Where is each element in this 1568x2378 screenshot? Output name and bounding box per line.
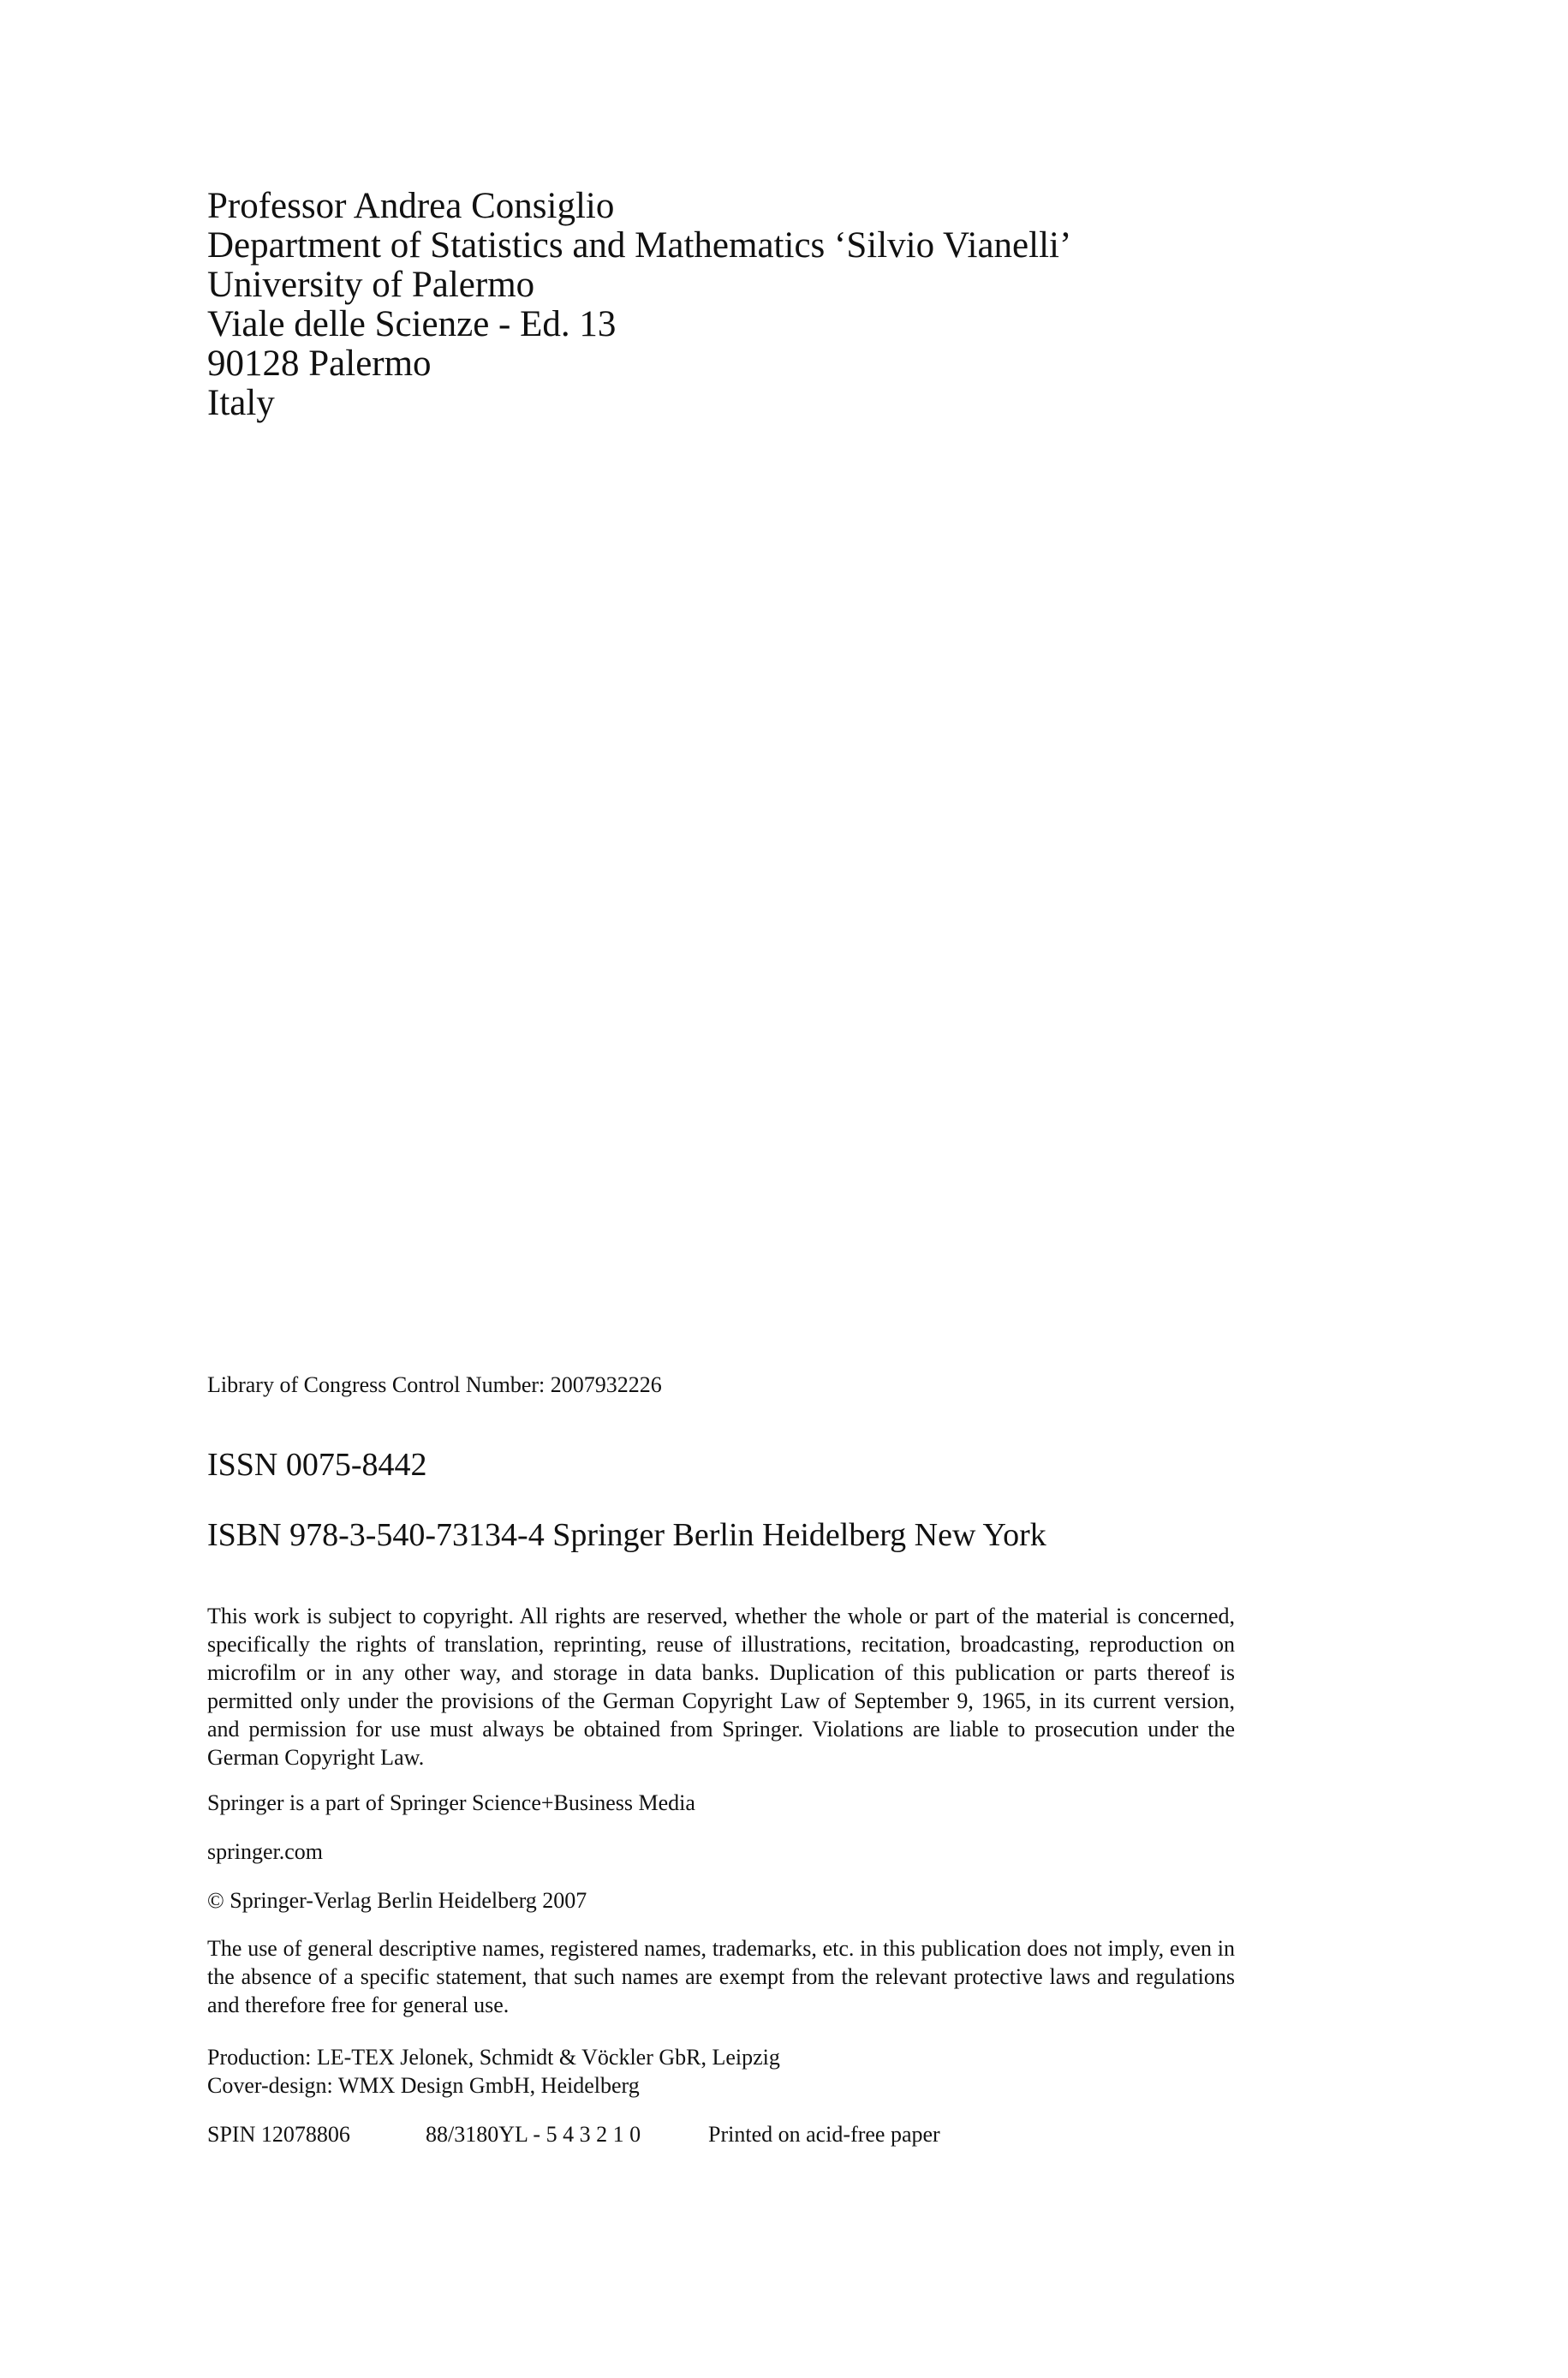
print-info-row: [207, 2120, 940, 2148]
springer-part-notice: Springer is a part of Springer Science+Business Media: [207, 1790, 695, 1815]
cover-design-credit: Cover-design: WMX Design GmbH, Heidelberg: [207, 2073, 640, 2098]
city: 90128 Palermo: [207, 344, 432, 384]
country: Italy: [207, 383, 275, 423]
production-credit: Production: LE-TEX Jelonek, Schmidt & Vöckler GbR, Leipzig: [207, 2045, 780, 2070]
lccn: Library of Congress Control Number: 2007932226: [207, 1372, 662, 1397]
street-address: Viale delle Scienze - Ed. 13: [207, 304, 617, 344]
author-address: [207, 187, 1071, 423]
trademark-usage-notice: The use of general descriptive names, registered names, trademarks, etc. in this publication does not imply, even in the absence of a specific statement, that such names are exempt from the relevant protective laws and regulations and therefore free for general use.: [207, 1936, 1235, 2017]
copyright-notice: This work is subject to copyright. All rights are reserved, whether the whole or part of the material is concerned, specifically the rights of translation, reprinting, reuse of illustrations, recitation, broadcasting, reproduction on microfilm or in any other way, and storage in data banks. Duplication of this publication or parts thereof is permitted only under the provisions of the German Copyright Law of September 9, 1965, in its current version, and permission for use must always be obtained from Springer. Violations are liable to prosecution under the German Copyright Law.: [207, 1604, 1235, 1770]
paper-note: Printed on acid-free paper: [708, 2122, 940, 2147]
issn: ISSN 0075-8442: [207, 1447, 427, 1483]
spin-number: SPIN 12078806: [207, 2122, 350, 2147]
publisher-website: springer.com: [207, 1839, 324, 1864]
university: University of Palermo: [207, 265, 535, 305]
department: Department of Statistics and Mathematics ‘Silvio Vianelli’: [207, 225, 1072, 266]
author-name: Professor Andrea Consiglio: [207, 186, 615, 226]
copyright-line: © Springer-Verlag Berlin Heidelberg 2007: [207, 1888, 587, 1913]
isbn: ISBN 978-3-540-73134-4 Springer Berlin Heidelberg New York: [207, 1517, 1046, 1553]
print-code: 88/3180YL - 5 4 3 2 1 0: [426, 2122, 641, 2147]
